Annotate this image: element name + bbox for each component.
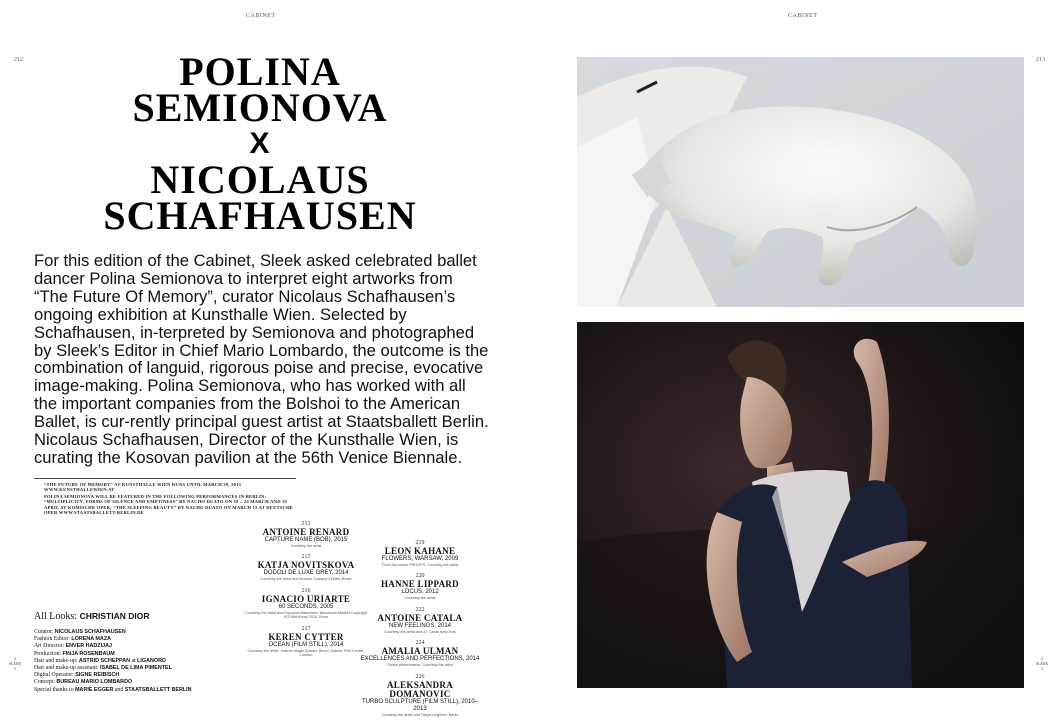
artwork-entry (244, 521, 368, 548)
page-number-left: 212 (14, 57, 23, 63)
artwork-number: 213 (301, 521, 311, 527)
side-folio-left-sub: 5 (14, 666, 16, 671)
credit-role: Digital Operator: (34, 672, 74, 679)
running-head-right: CABINET (788, 13, 818, 19)
artwork-credit: Courtesy the artist and Tanya Leighton, Berlin (381, 712, 459, 717)
artwork-number: 215 (301, 554, 311, 561)
side-folio-left-label: SLEEK (8, 661, 22, 666)
credit-connector: and (114, 686, 124, 693)
credit-line (34, 658, 192, 665)
side-folio-right-label: SLEEK (1035, 661, 1049, 666)
credit-line (34, 687, 192, 694)
title-line-3: NICOLAUS (150, 157, 370, 202)
side-folio-right-sub: 5 (1041, 666, 1043, 671)
artwork-entry (358, 573, 482, 600)
artwork-credit: Courtesy the artist (290, 544, 322, 548)
artwork-credit: Courtesy the artist, Galerie Nagel Draxler, Berlin, Kalmar Film Centre, London (247, 648, 365, 658)
credit-name: FINJA ROSENBAUM (62, 650, 115, 657)
artwork-title: FLOWERS, WARSAW, 2009 (381, 556, 459, 562)
page-number-right: 213 (1036, 57, 1045, 63)
credit-name-secondary: STAATSBALLETT BERLIN (124, 686, 192, 693)
artwork-list-left (244, 521, 368, 663)
credit-name: ENVER HADZIJAJ (65, 643, 112, 650)
credit-role: Hair and make-up assistant: (34, 665, 99, 672)
artwork-artist: ANTOINE CATALA (377, 612, 463, 623)
credit-name: ASTRID SCHEPPAN (78, 657, 131, 664)
artwork-title: OCEAN (FILM STILL), 2014 (268, 641, 344, 648)
credit-name: BUREAU MARIO LOMBARDO (56, 679, 133, 686)
divider-rule (34, 478, 296, 479)
credit-line (34, 665, 192, 672)
artwork-title: NEW FEELINGS, 2014 (388, 622, 452, 629)
artwork-number: 217 (301, 625, 311, 632)
artwork-entry (358, 674, 482, 717)
title-line-1: POLINA (179, 49, 341, 94)
artwork-credit: Courtesy the artist and Figueroa Blanchard, Barcelona-Madrid Copyright VG Bild-Kunst 2015, Bonn (245, 610, 367, 620)
artwork-number: 220 (415, 573, 425, 580)
credit-connector: at (131, 657, 136, 664)
credit-line (34, 651, 192, 658)
artwork-entry (244, 554, 368, 581)
artwork-number: 219 (415, 540, 425, 546)
side-folio-left (8, 656, 22, 671)
running-head-left: CABINET (246, 13, 276, 19)
artwork-entry (244, 626, 368, 658)
artwork-title: DODOLI DE LUXE GREY, 2014 (263, 570, 349, 577)
artwork-artist: IGNACIO URIARTE (261, 593, 351, 604)
artwork-artist: HANNE LIPPARD (381, 579, 459, 590)
artwork-credit: From the series PROOFS, Courtesy the artist (381, 563, 459, 567)
artwork-number: 224 (415, 640, 425, 647)
artwork-artist: KEREN CYTTER (268, 631, 344, 642)
credit-line (34, 679, 192, 686)
all-looks (34, 611, 149, 622)
title-line-4: SCHAFHAUSEN (103, 193, 417, 238)
body-text: For this edition of the Cabinet, Sleek asked celebrated ballet dancer Polina Semionova to interpret eight artworks from “The Future Of Memory”, curator Nicolaus Schafhausen’s ongoing exhibition at Kunsthalle Wien. Selected by Schafhausen, in-terpreted by Semionova and photographed by Sleek’s Editor in Chief Mario Lombardo, the outcome is the combination of languid, rigorous poise and precise, evocative image-making. Polina Semionova, who has worked with all the important companies from the Bolshoi to the American Ballet, is cur-rently principal guest artist at Staatsballett Berlin. Nicolaus Schafhausen, Director of the Kunsthalle Wien, is curating the Kosovan pavilion at the 56th Venice Biennale. (34, 251, 489, 467)
artwork-number: 222 (415, 606, 425, 613)
credit-role: Special thanks to (34, 686, 74, 693)
artwork-artist: ANTOINE RENARD (262, 527, 350, 537)
artwork-number: 216 (301, 587, 311, 594)
title-line-2: SEMIONOVA (132, 85, 388, 130)
credit-name-secondary: LIGANORD (137, 657, 166, 664)
credit-role: Curator: (34, 629, 54, 635)
credit-name: SIGNE REIBISCH (75, 672, 120, 679)
credit-role: Art Director: (34, 643, 65, 650)
credit-line (34, 629, 192, 636)
artwork-list-right (358, 540, 482, 723)
artwork-artist: AMALIA ULMAN (381, 646, 459, 657)
article-title (60, 49, 460, 238)
credit-role: Production: (34, 650, 62, 657)
credit-name: ISABEL DE LIMA PIMENTEL (100, 665, 172, 672)
white-fox-sculpture-image (577, 57, 1024, 307)
credit-line (34, 636, 192, 643)
credit-line (34, 643, 192, 650)
title-x: X (249, 127, 271, 160)
artwork-credit: Courtesy the artist (404, 596, 436, 601)
artwork-title: TURBO SCULPTURE (FILM STILL), 2010–2013 (361, 698, 479, 712)
credit-name: NICOLAUS SCHAFHAUSEN (54, 629, 126, 635)
dancer-portrait-image (577, 322, 1024, 688)
artwork-entry (358, 540, 482, 567)
artwork-title: CAPTURE NAME (BOB), 2015 (264, 537, 348, 543)
all-looks-brand: CHRISTIAN DIOR (79, 611, 150, 621)
footnote-exhibition: “THE FUTURE OF MEMORY” AT KUNSTHALLE WIEN RUNS UNTIL MARCH 29, 2015 WWW.KUNSTHALLEWIEN.AT (44, 482, 242, 493)
all-looks-label: All Looks: (34, 611, 78, 622)
artwork-credit: Courtesy the artist and 47 Canal New York (384, 629, 456, 634)
credit-role: Fashion Editor: (34, 636, 70, 643)
credit-name: MARIE EGGER (75, 686, 114, 693)
artwork-entry (244, 588, 368, 620)
credit-role: Hair and make-up: (34, 657, 78, 664)
artwork-credit: Online performance, Courtesy the artist (386, 663, 454, 668)
credit-name: LORENA MAZA (71, 636, 112, 643)
artwork-artist: ALEKSANDRA DOMANOVIC (386, 679, 453, 699)
side-folio-right-num: 2 (1041, 656, 1043, 661)
artwork-artist: KATJA NOVITSKOVA (257, 560, 355, 571)
artwork-artist: LEON KAHANE (384, 546, 456, 556)
side-folio-left-num: 2 (14, 656, 16, 661)
artwork-number: 226 (415, 673, 425, 680)
artwork-title: EXCELLENCES AND PERFECTIONS, 2014 (360, 656, 480, 663)
artwork-title: 60 SECONDS, 2005 (278, 603, 334, 610)
artwork-credit: Courtesy the artist and Kraupa-Tuskany Zeidler, Berlin (260, 577, 352, 582)
artwork-entry (358, 640, 482, 667)
artwork-entry (358, 607, 482, 634)
credits-list (34, 629, 192, 694)
side-folio-right (1035, 656, 1049, 671)
credit-role: Concept: (34, 679, 55, 686)
footnote-performances: POLINA SEMIONOVA WILL BE FEATURED IN THE FOLLOWING PERFORMANCES IN BERLIN: “MULTIPLICITY, FORMS OF SILENCE AND EMPTINESS” BY NACHO DUATO ON 18 – 24 MARCH AND 19 APRIL AT KOMISCHE OPER; “THE SLEEPING BEAUTY” BY NACHO DUATO ON MARCH 15 AT DEUTSCHE OPER WWW.STAATSBALLETT-BERLIN.DE (44, 494, 294, 516)
artwork-title: LOCUS, 2012 (401, 589, 439, 596)
credit-line (34, 672, 192, 679)
